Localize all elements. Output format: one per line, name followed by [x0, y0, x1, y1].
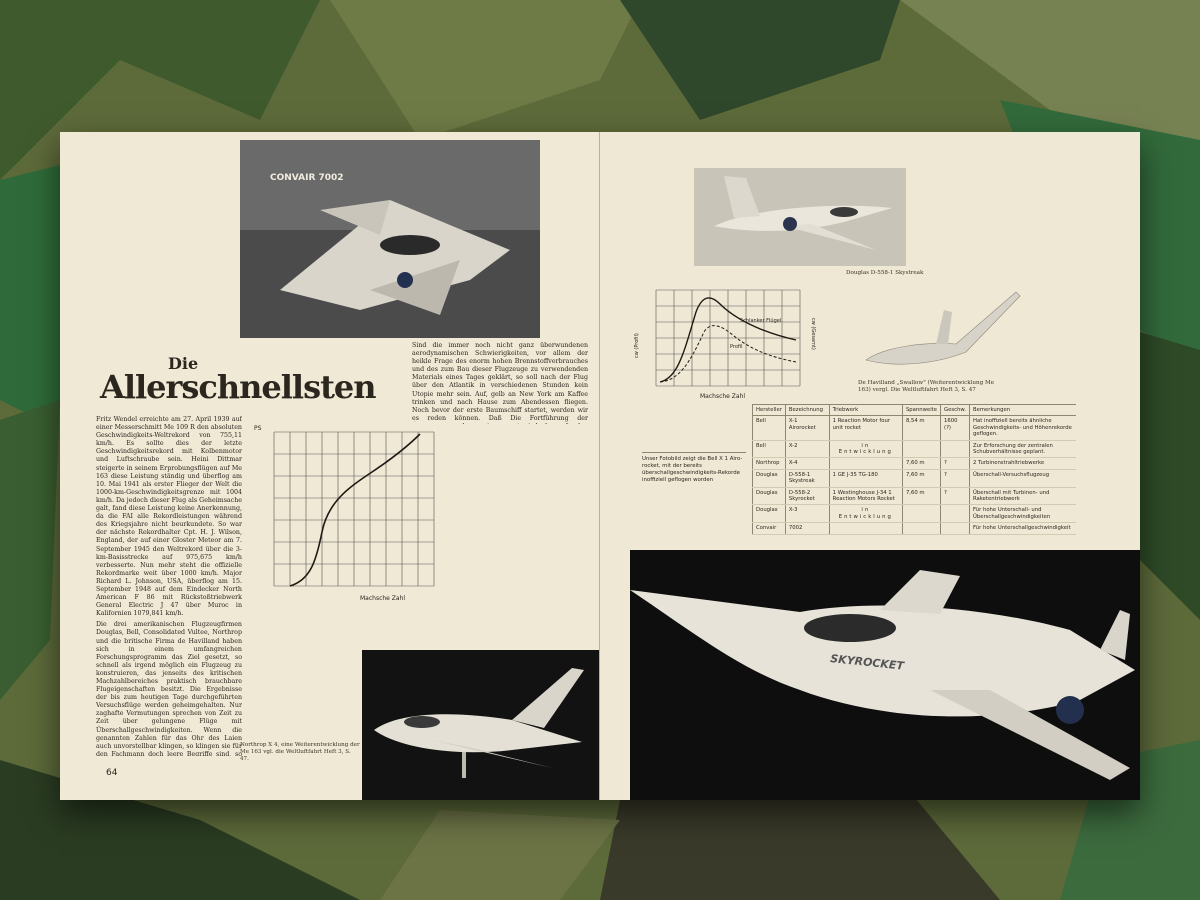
drag-chart: [630, 282, 834, 402]
drag-curve-label-a: Schlanker Flügel: [740, 318, 782, 324]
table-cell: [829, 458, 902, 469]
table-row: [753, 487, 1077, 505]
table-row: [753, 440, 1077, 458]
skystreak-caption: Douglas D-558-1 Skystreak: [846, 270, 924, 276]
table-cell: Für hohe Unterschall- und Überschallgeschwindigkeiten: [969, 505, 1076, 523]
intro-paragraph-2: Die drei amerikanischen Flugzeugfirmen Douglas, Bell, Consolidated Vultee, Northrop und die britische Firma de Havilland haben sich in einem umfangreichen Forschungsprogramm das Ziel gesetzt, so schnell als irgend möglich ein Flugzeug zu konstruieren, das jenseits des kritischen Machzahlbereiches praktisch brauchbare Flugeigenschaften besitzt. Die Ergebnisse der bis zum heutigen Tage durchgeführten Versuchsflüge werden geheimgehalten. Nur zaghafte Vermutungen sprechen von Zeit zu Zeit über gelungene Flüge mit Überschallgeschwindigkeiten. Wenn die genannten Zahlen für das Ohr des Laien auch unvorstellbar klingen, so klingen sie für den Fachmann doch leere Begriffe sind, so: [96, 621, 242, 756]
table-cell: [941, 505, 970, 523]
table-cell: 7,60 m: [902, 469, 940, 487]
table-header: Triebwerk: [829, 405, 902, 416]
table-cell: 1 Reaction Motor four unit rocket: [829, 416, 902, 440]
table-cell: Hat inoffiziell bereits ähnliche Geschwindigkeits- und Höhenrekorde geflogen.: [969, 416, 1076, 440]
drag-chart-y-left: cw (Profil): [634, 333, 640, 358]
table-cell: X-4: [785, 458, 829, 469]
table-cell: Bell: [753, 416, 786, 440]
skyrocket-label: SKYROCKET: [829, 652, 905, 673]
table-header: Bezeichnung: [785, 405, 829, 416]
ps-chart: [250, 422, 450, 604]
table-cell: 1600 (?): [941, 416, 970, 440]
drag-chart-y-right: cw (Gesamt): [810, 318, 816, 350]
table-cell: 7002: [785, 523, 829, 534]
convair-photo: [240, 140, 540, 338]
left-page: [60, 132, 600, 800]
table-cell: Zur Erforschung der zentralen Schubverhältnisse geplant.: [969, 440, 1076, 458]
table-cell: Convair: [753, 523, 786, 534]
table-cell: Northrop: [753, 458, 786, 469]
second-column: Sind die immer noch nicht ganz überwundenen aerodynamischen Schwierigkeiten, vor allem der heikle Frage des enorm hohen Brennstoffverbrauches und des zum Bau dieser Flugzeuge zu verwendenden Materials eines Tages geklärt, so soll nach der Flug über den Atlantik in verschiedenen Stunden kein Utopie mehr sein. Auf, gelb an New York am Kaffee trinken und nach Hause zum Abendessen fliegen. Noch bevor der erste Baumschiff startet, werden wir es reden können. Daß Die Fortführung der: [412, 342, 588, 422]
table-cell: 7,60 m: [902, 487, 940, 505]
table-header: Geschw.: [941, 405, 970, 416]
swallow-caption: De Havilland „Swallow" (Weiterentwicklung Me 163) vergl. Die Weltluftfahrt Heft 3, S. 47: [858, 380, 995, 394]
table-cell: in Entwicklung: [829, 440, 902, 458]
article-kicker: Die: [168, 354, 199, 373]
northrop-x4-photo: [362, 650, 600, 800]
table-header: Hersteller: [753, 405, 786, 416]
table-cell: [902, 523, 940, 534]
table-row: [753, 523, 1077, 534]
right-page: [600, 132, 1140, 800]
table-cell: 2 Turbinenstrahltriebwerke: [969, 458, 1076, 469]
bell-x1-note: Unser Fotobild zeigt die Bell X 1 Airo-rocket, mit der bereits überschallgeschwindigkeits-Rekorde inoffiziell geflogen worden: [642, 452, 746, 484]
table-cell: Für hohe Unterschallgeschwindigkeit: [969, 523, 1076, 534]
table-cell: Douglas: [753, 505, 786, 523]
table-cell: X-3: [785, 505, 829, 523]
table-cell: [829, 523, 902, 534]
magazine-spread: [60, 132, 1140, 800]
table-cell: Douglas: [753, 469, 786, 487]
table-cell: X-1 Airorocket: [785, 416, 829, 440]
drag-curve-label-b: Profil: [730, 344, 743, 350]
table-header: Spannweite: [902, 405, 940, 416]
skyrocket-photo: [630, 550, 1140, 800]
intro-column: [96, 416, 242, 756]
table-cell: ?: [941, 469, 970, 487]
table-cell: ?: [941, 487, 970, 505]
ps-chart-x-label: Machsche Zahl: [360, 595, 406, 602]
table-cell: [941, 440, 970, 458]
table-row: [753, 416, 1077, 440]
drag-chart-x-label: Machsche Zahl: [700, 393, 746, 400]
table-cell: [902, 505, 940, 523]
table-cell: 7,60 m: [902, 458, 940, 469]
table-cell: [902, 440, 940, 458]
table-cell: 1 GE J-35 TG-180: [829, 469, 902, 487]
table-cell: D-558-2 Skyrocket: [785, 487, 829, 505]
table-cell: [941, 523, 970, 534]
swallow-photo: [856, 282, 1026, 382]
table-cell: 1 Westinghouse J-34 1 Reaction Motors Rocket: [829, 487, 902, 505]
northrop-caption: Northrop X 4, eine Weiterentwicklung der Me 163 vgl. die Weltluftfahrt Heft 3, S. 47.: [240, 742, 360, 763]
skystreak-photo: [694, 168, 906, 266]
table-cell: X-2: [785, 440, 829, 458]
table-header: Bemerkungen: [969, 405, 1076, 416]
ps-chart-y-label: PS: [254, 425, 262, 432]
article-headline: Allerschnellsten: [100, 368, 376, 406]
table-cell: Douglas: [753, 487, 786, 505]
table-cell: Überschall-Versuchsflugzeug: [969, 469, 1076, 487]
table-row: [753, 458, 1077, 469]
table-row: [753, 505, 1077, 523]
table-cell: D-558-1 Skystreak: [785, 469, 829, 487]
aircraft-table: [752, 404, 1076, 535]
table-cell: Bell: [753, 440, 786, 458]
intro-paragraph-1: Fritz Wendel erreichte am 27. April 1939 auf einer Messerschmitt Me 109 R den absoluten Geschwindigkeits-Weltrekord von 755,11 km/h. Es sollte dies der letzte Geschwindigkeitsrekord mit Kolbenmotor und Luftschraube sein. Heini Dittmar steigerte in seinem Erprobungsflügen auf Me 163 diese Leistung ständig und überflog am 10. Mai 1941 als erster Flieger der Welt die 1000-km-Geschwindigkeitsgrenze mit 1004 km/h. Da jedoch dieser Flug als Geheimsache galt, fand diese Leistung keine Anerkennung, da die FAI alle Rekordleistungen während des Kriegsjahre nicht beurkundete. So war der nächste Rekordhalter Cpt. H. J. Wilson, England, der auf einer Gloster Meteor am 7. September 1945 den Weltrekord über die 3-km-Basisstrecke auf 975,675 km/h verbesserte. Nun mehr steht die offizielle Rekordmarke weit über 1000 km/h. Major Richard L. Johnson, USA, überflog am 15. September 1948 auf dem Eindecker North American F 86 mit Rückstoßtriebwerk General Electric J 47 über Muroc in Kalifornien 1079,841 km/h.: [96, 416, 242, 618]
table-cell: Überschall mit Turbinen- und Raketentriebwerk: [969, 487, 1076, 505]
table-cell: in Entwicklung: [829, 505, 902, 523]
page-number: 64: [106, 768, 118, 778]
convair-photo-label: CONVAIR 7002: [270, 173, 344, 183]
table-header-row: [753, 405, 1077, 416]
table-cell: 8,54 m: [902, 416, 940, 440]
table-cell: ?: [941, 458, 970, 469]
table-row: [753, 469, 1077, 487]
